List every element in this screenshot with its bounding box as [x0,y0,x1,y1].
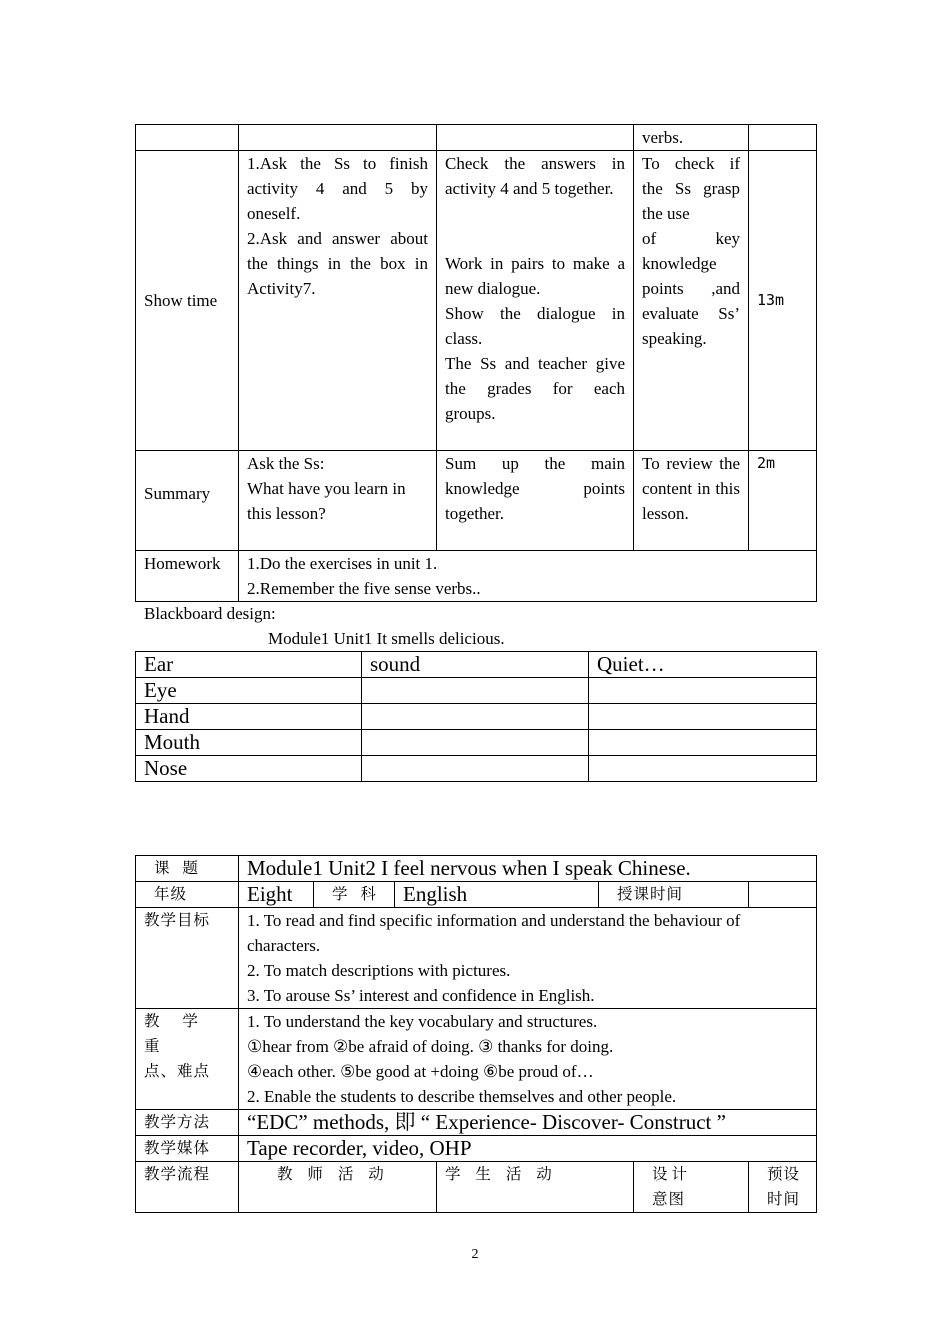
table-row [136,1110,817,1136]
topic-label: 课 题 [136,856,239,882]
teacher-activity-cell: 1.Ask the Ss to finish activity 4 and 5 by oneself. 2.Ask and answer about the things in the box in Activity7. [239,151,437,451]
time-cell: 2m [749,451,817,551]
table-row [136,151,817,451]
table-row [136,451,817,551]
table-row [136,678,817,704]
table-row [136,704,817,730]
table-row [136,1136,817,1162]
stage-cell: Show time [136,151,239,451]
table-row [136,856,817,882]
word-cell [362,678,589,704]
time-cell: 13m [749,151,817,451]
page-number: 2 [471,1247,479,1262]
sense-cell: Mouth [136,730,362,756]
word-cell [589,704,817,730]
lesson-table [135,124,817,602]
student-activity-cell: Check the answers in activity 4 and 5 together. Work in pairs to make a new dialogue. Show the dialogue in class. The Ss and teacher give the grades for each groups. [437,151,634,451]
subject-label: 学 科 [314,882,395,908]
method-value: “EDC” methods, 即 “ Experience- Discover- Construct ” [239,1110,817,1136]
topic-value: Module1 Unit2 I feel nervous when I speak Chinese. [239,856,817,882]
blackboard-title: Module1 Unit1 It smells delicious. [268,629,505,648]
media-value: Tape recorder, video, OHP [239,1136,817,1162]
preset-time-header: 预设 时间 [749,1162,817,1213]
purpose-cell: To review the content in this lesson. [634,451,749,551]
flow-label: 教学流程 [136,1162,239,1213]
table-row [136,882,817,908]
method-label: 教学方法 [136,1110,239,1136]
table-row [136,908,817,1009]
goals-label: 教学目标 [136,908,239,1009]
homework-cell: 1.Do the exercises in unit 1. 2.Remember the five sense verbs.. [239,551,817,602]
word-cell: sound [362,652,589,678]
word-cell [362,756,589,782]
lesson-plan-table [135,855,817,1213]
goals-cell: 1. To read and find specific information and understand the behaviour of characters. 2. To match descriptions with pictures. 3. To arouse Ss’ interest and confidence in English. [239,908,817,1009]
sense-cell: Hand [136,704,362,730]
word-cell [589,730,817,756]
table-row [136,551,817,602]
word-cell [362,730,589,756]
sense-cell: Ear [136,652,362,678]
table-row [136,756,817,782]
grade-label: 年级 [136,882,239,908]
purpose-cell: verbs. [634,125,749,151]
time-value [749,882,817,908]
table-row [136,652,817,678]
word-cell [362,704,589,730]
keys-label: 教 学 重 点、难点 [136,1009,239,1110]
design-intent-header: 设计 意图 [634,1162,749,1213]
stage-cell: Homework [136,551,239,602]
sense-cell: Nose [136,756,362,782]
teacher-activity-header: 教 师 活 动 [239,1162,437,1213]
blackboard-label: Blackboard design: [144,604,276,623]
word-cell [589,756,817,782]
grade-value: Eight [239,882,314,908]
teacher-activity-cell: Ask the Ss: What have you learn in this lesson? [239,451,437,551]
keys-cell: 1. To understand the key vocabulary and structures. ①hear from ②be afraid of doing. ③ thanks for doing. ④each other. ⑤be good at +doing ⑥be proud of… 2. Enable the students to describe themselves and other people. [239,1009,817,1110]
word-cell: Quiet… [589,652,817,678]
subject-value: English [395,882,599,908]
blackboard-table [135,651,817,782]
stage-cell: Summary [136,451,239,551]
word-cell [589,678,817,704]
student-activity-header: 学 生 活 动 [437,1162,634,1213]
student-activity-cell: Sum up the main knowledge points together. [437,451,634,551]
table-row [136,1009,817,1110]
sense-cell: Eye [136,678,362,704]
media-label: 教学媒体 [136,1136,239,1162]
table-row [136,1162,817,1213]
table-row [136,125,817,151]
table-row [136,730,817,756]
purpose-cell: To check if the Ss grasp the use of key knowledge points ,and evaluate Ss’ speaking. [634,151,749,451]
time-label: 授课时间 [599,882,749,908]
